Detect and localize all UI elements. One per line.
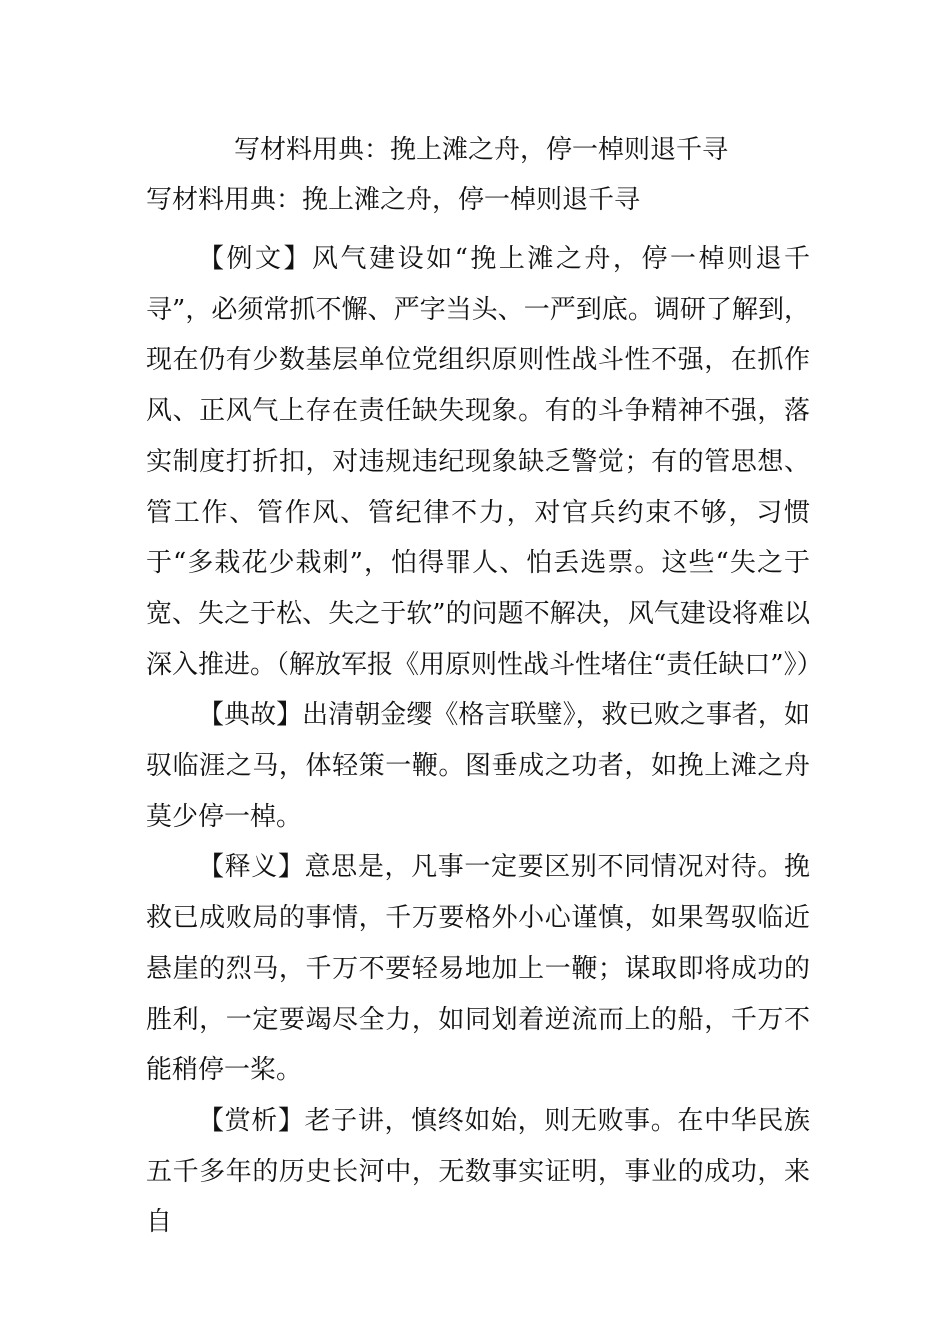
paragraph-label: 【典故】 [198, 700, 303, 731]
paragraph-text: 出清朝金缨《格言联璧》，救已败之事者，如驭临涯之马，体轻策一鞭。图垂成之功者，如挽上滩之舟莫少停一棹。 [146, 700, 810, 832]
document-title: 写材料用典：挽上滩之舟，停一棹则退千寻 [234, 135, 729, 165]
paragraph-example [146, 234, 823, 690]
paragraph-allusion [146, 690, 810, 842]
paragraph-meaning [146, 842, 810, 1096]
paragraph-text: 意思是，凡事一定要区别不同情况对待。挽救已成败局的事情，千万要格外小心谨慎，如果驾驭临近悬崖的烈马，千万不要轻易地加上一鞭；谋取即将成功的胜利，一定要竭尽全力，如同划着逆流而上的船，千万不能稍停一桨。 [146, 852, 810, 1086]
paragraph-label: 【赏析】 [198, 1105, 305, 1136]
document-subtitle: 写材料用典：挽上滩之舟，停一棹则退千寻 [146, 185, 641, 215]
paragraph-text: 风气建设如“挽上滩之舟，停一棹则退千寻”，必须常抓不懈、严字当头、一严到底。调研了解到，现在仍有少数基层单位党组织原则性战斗性不强，在抓作风、正风气上存在责任缺失现象。有的斗争精神不强，落实制度打折扣，对违规违纪现象缺乏警觉；有的管思想、管工作、管作风、管纪律不力，对官兵约束不够，习惯于“多栽花少栽刺”，怕得罪人、怕丢选票。这些“失之于宽、失之于松、失之于软”的问题不解决，风气建设将难以深入推进。（解放军报《用原则性战斗性堵住“责任缺口”》） [146, 244, 823, 680]
paragraph-label: 【例文】 [198, 244, 313, 274]
paragraph-label: 【释义】 [198, 852, 305, 883]
paragraph-text: 老子讲，慎终如始，则无败事。在中华民族五千多年的历史长河中，无数事实证明，事业的成功，来自 [146, 1105, 810, 1238]
document-body [146, 234, 823, 1248]
paragraph-appreciation [146, 1096, 810, 1248]
